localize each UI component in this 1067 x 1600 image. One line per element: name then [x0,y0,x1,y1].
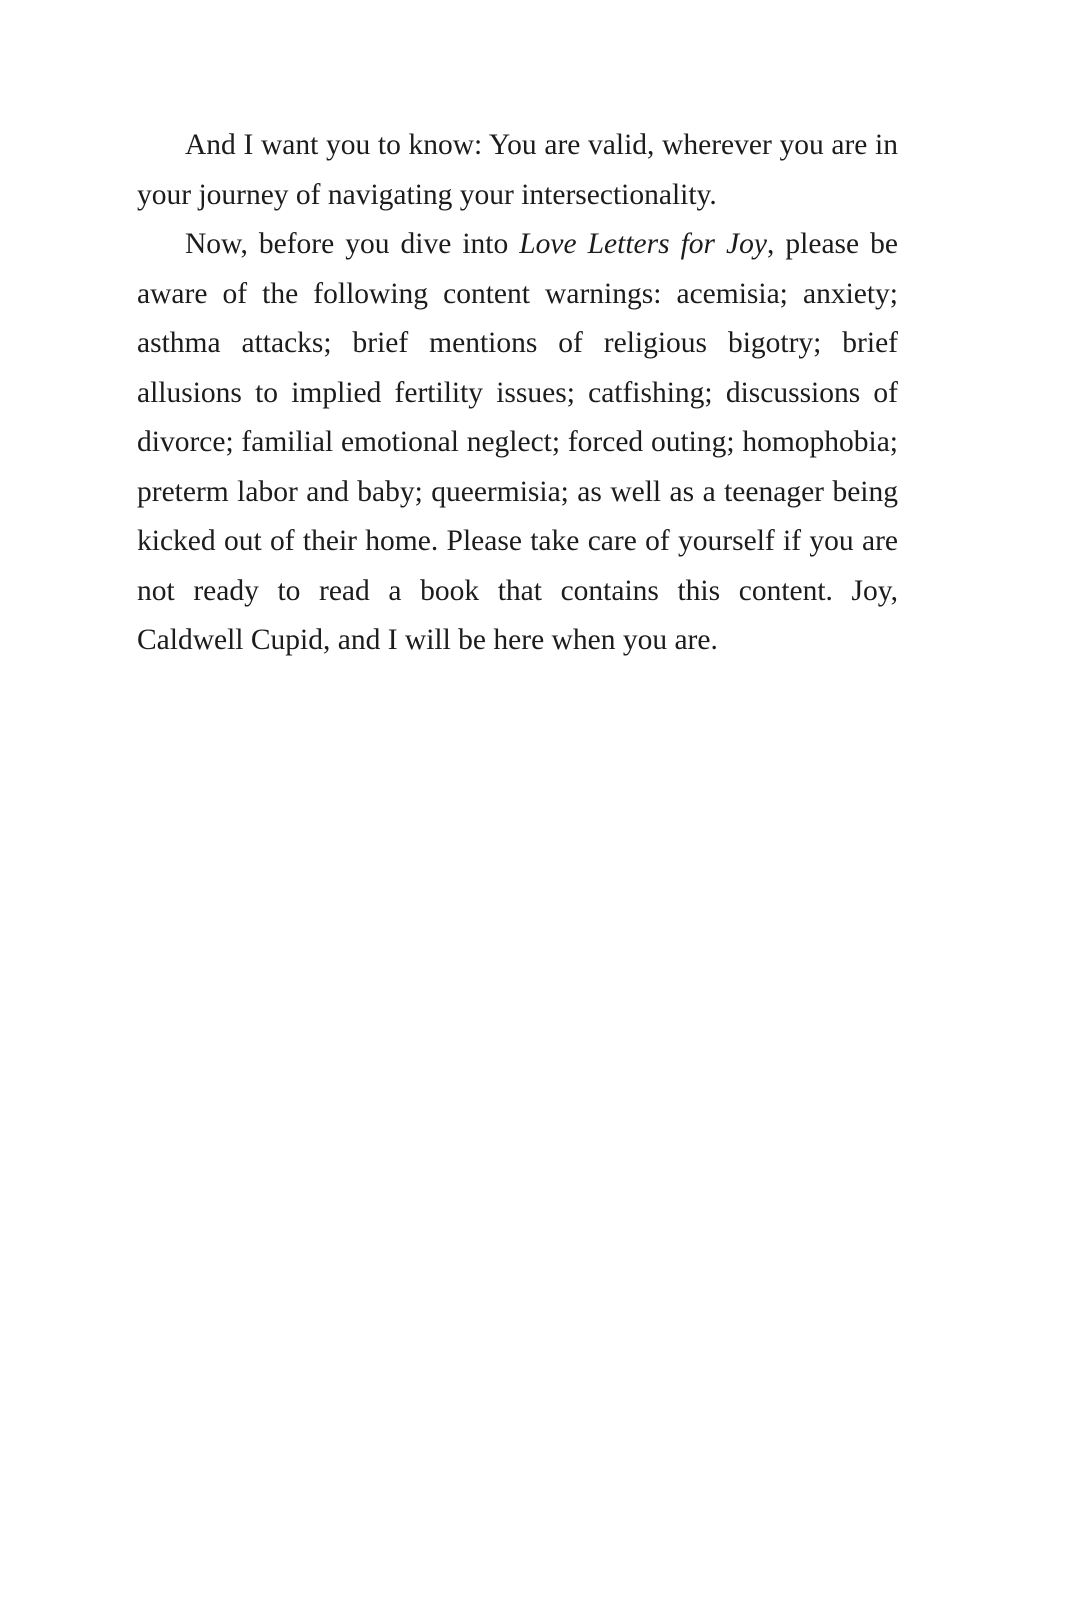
paragraph-content-warnings [137,220,898,666]
body-text [137,121,898,666]
paragraph-intro-text: Now, before you dive into [185,228,520,260]
book-title: Love Letters for Joy [519,228,767,260]
paragraph-validation: And I want you to know: You are valid, wherever you are in your journey of navigating your intersectionality. [137,129,898,211]
content-warnings-text: , please be aware of the following content warnings: acemisia; anxiety; asthma attacks; brief mentions of religious bigotry; brief allusions to implied fertility issues; catfishing; discussions of divorce; familial emotional neglect; forced outing; homophobia; preterm labor and baby; queermisia; as well as a teenager being kicked out of their home. Please take care of yourself if you are not ready to read a book that contains this content. Joy, Caldwell Cupid, and I will be here when you are. [137,228,898,656]
